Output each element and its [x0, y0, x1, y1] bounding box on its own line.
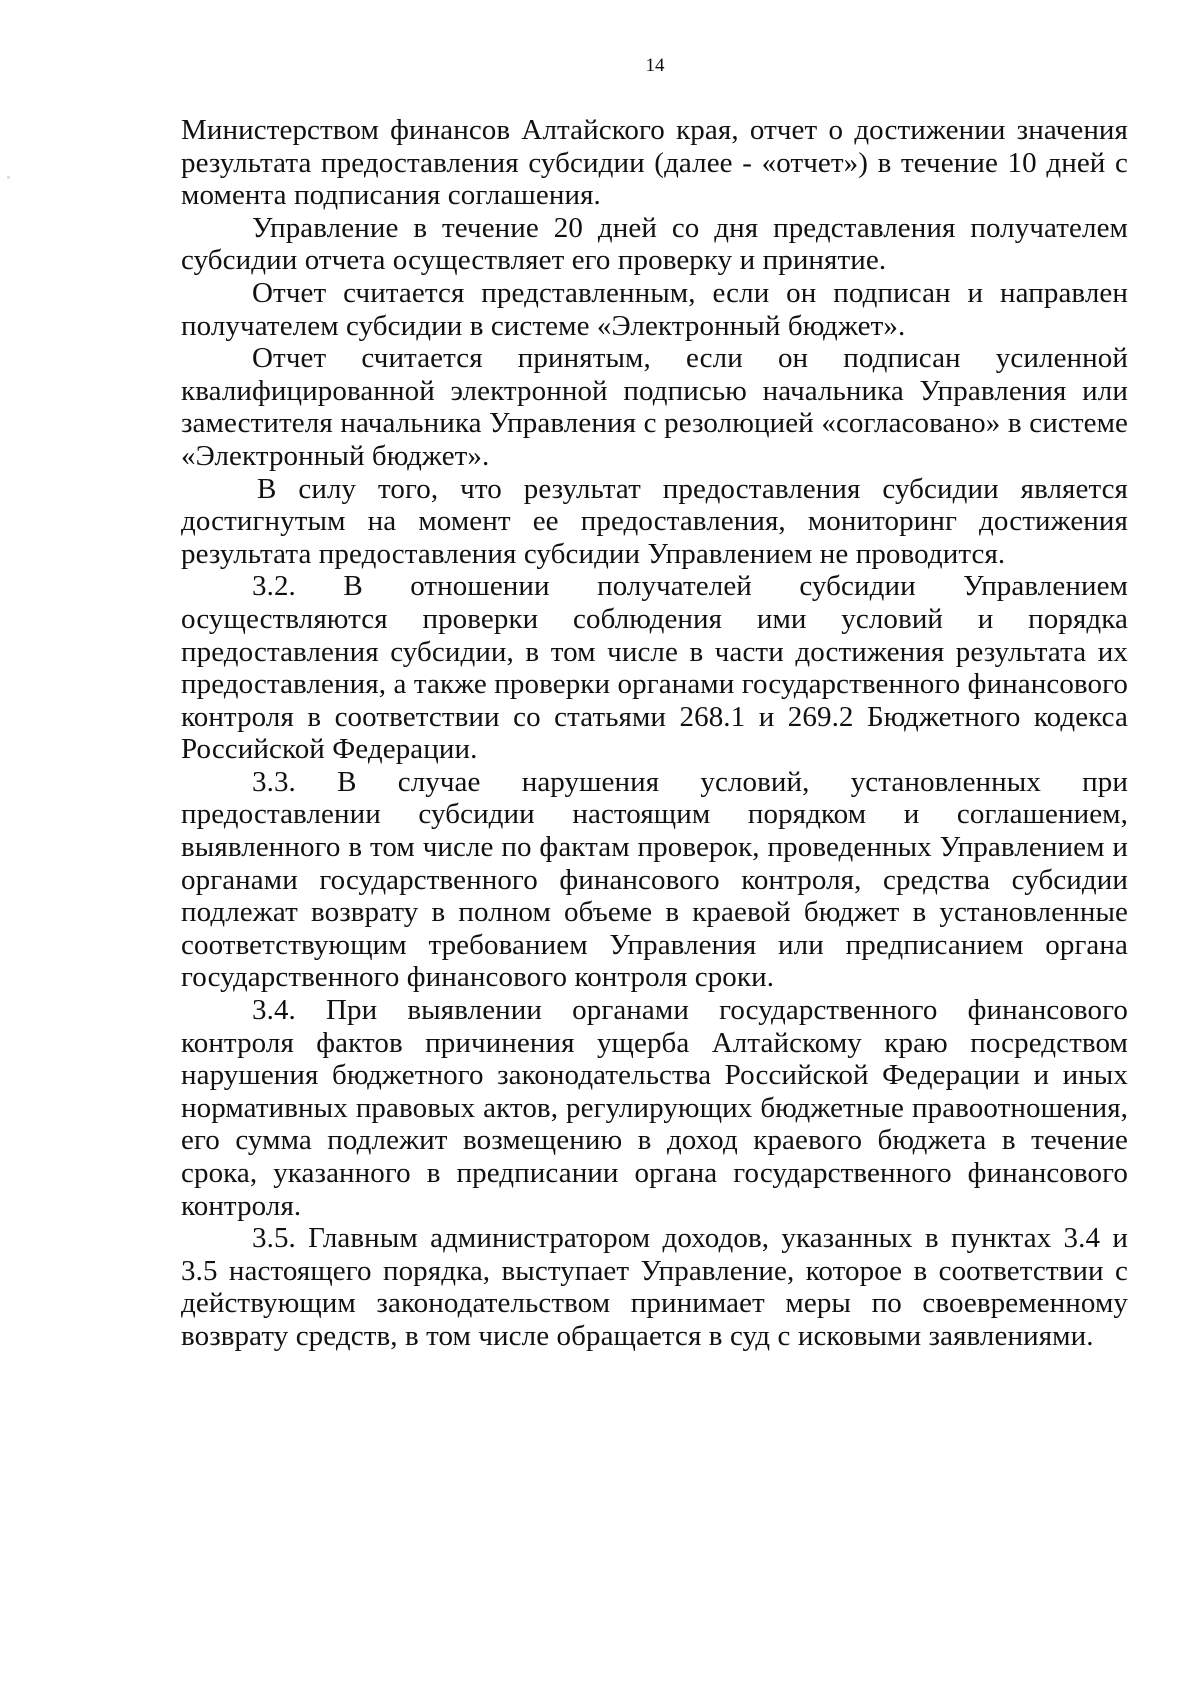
- paragraph-3-2: 3.2. В отношении получателей субсидии Управлением осуществляются проверки соблюдения ими условий и порядка предоставления субсидии, в том числе в части достижения результата их предоставления, а также проверки органами государственного финансового контроля в соответствии со статьями 268.1 и 269.2 Бюджетного кодекса Российской Федерации.: [181, 570, 1128, 766]
- paragraph-3-5: 3.5. Главным администратором доходов, указанных в пунктах 3.4 и 3.5 настоящего порядка, выступает Управление, которое в соответствии с действующим законодательством принимает меры по своевременному возврату средств, в том числе обращается в суд с исковыми заявлениями.: [181, 1222, 1128, 1352]
- paragraph-3-3: 3.3. В случае нарушения условий, установленных при предоставлении субсидии настоящим порядком и соглашением, выявленного в том числе по фактам проверок, проведенных Управлением и органами государственного финансового контроля, средства субсидии подлежат возврату в полном объеме в краевой бюджет в установленные соответствующим требованием Управления или предписанием органа государственного финансового контроля сроки.: [181, 765, 1128, 994]
- page-number: 14: [645, 55, 665, 76]
- paragraph-report-submitted: Отчет считается представленным, если он подписан и направлен получателем субсидии в системе «Электронный бюджет».: [181, 276, 1128, 342]
- paragraph-3-4: 3.4. При выявлении органами государственного финансового контроля фактов причинения ущерба Алтайскому краю посредством нарушения бюджетного законодательства Российской Федерации и иных нормативных правовых актов, регулирующих бюджетные правоотношения, его сумма подлежит возмещению в доход краевого бюджета в течение срока, указанного в предписании органа государственного финансового контроля.: [181, 994, 1128, 1222]
- document-body: [181, 114, 1128, 1353]
- paragraph-report-review: Управление в течение 20 дней со дня представления получателем субсидии отчета осуществляет его проверку и принятие.: [181, 211, 1128, 277]
- scan-speck: [7, 176, 10, 179]
- paragraph-report-accepted: Отчет считается принятым, если он подписан усиленной квалифицированной электронной подписью начальника Управления или заместителя начальника Управления с резолюцией «согласовано» в системе «Электронный бюджет».: [181, 342, 1128, 472]
- paragraph-result-achieved: В силу того, что результат предоставления субсидии является достигнутым на момент ее предоставления, мониторинг достижения результата предоставления субсидии Управлением не проводится.: [181, 472, 1128, 570]
- paragraph-continuation: Министерством финансов Алтайского края, отчет о достижении значения результата предоставления субсидии (далее - «отчет») в течение 10 дней с момента подписания соглашения.: [181, 114, 1128, 212]
